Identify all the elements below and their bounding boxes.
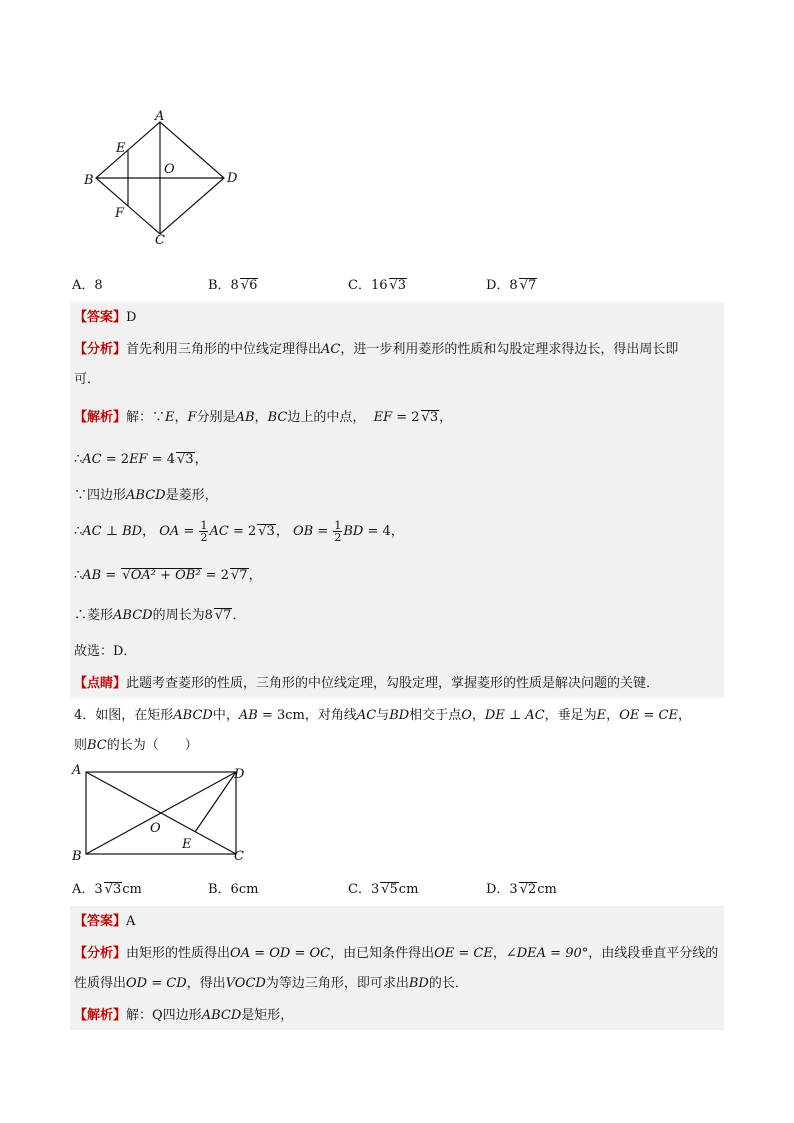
label-c: C — [234, 849, 244, 864]
sqrt-symbol: √7 — [230, 568, 248, 583]
sqrt-symbol: √3 — [389, 278, 407, 293]
q3-answer-line — [74, 308, 136, 328]
q3-comment-line: 【点睛】此题考查菱形的性质，三角形的中位线定理，勾股定理，掌握菱形的性质是解决问题的关键． — [74, 676, 660, 691]
q4-option-b[interactable]: B．6cm — [208, 882, 259, 897]
rectangle-figure — [68, 760, 258, 870]
q4-analysis-line1: 【分析】由矩形的性质得出OA = OD = OC，由已知条件得出OE = CE，∠DEA = 90°，由线段垂直平分线的 — [74, 946, 719, 961]
sqrt-symbol: √7 — [214, 608, 232, 623]
q4-solution-line1: 【解析】解：Q四边形ABCD是矩形， — [74, 1008, 294, 1023]
solution-tag: 【解析】 — [74, 410, 127, 425]
label-o: O — [150, 821, 161, 836]
label-o: O — [164, 162, 175, 177]
sqrt-symbol: √2 — [519, 882, 537, 897]
answer-tag: 【答案】 — [74, 914, 127, 929]
sqrt-symbol: √6 — [240, 278, 258, 293]
q3-options — [72, 274, 722, 294]
label-a: A — [155, 109, 165, 124]
sqrt-symbol: √7 — [519, 278, 537, 293]
analysis-tag: 【分析】 — [74, 946, 127, 961]
rhombus-figure — [82, 108, 252, 248]
q4-options — [72, 878, 722, 898]
q3-solution-line1: 【解析】解：∵E，F分别是AB，BC边上的中点， EF = 2 √3， — [74, 410, 453, 425]
q4-stem-line2: 则BC的长为（ ） — [74, 738, 198, 753]
q3-option-c[interactable]: C．16 √3 — [348, 278, 407, 293]
q3-analysis-line1: 【分析】首先利用三角形的中位线定理得出AC，进一步利用菱形的性质和勾股定理求得边长，得出周长即 — [74, 342, 679, 357]
label-b: B — [72, 849, 82, 864]
answer-value: D — [126, 310, 137, 325]
label-d: D — [227, 171, 238, 186]
label-c: C — [155, 233, 165, 248]
q4-stem-line1: 4．如图，在矩形ABCD中，AB = 3cm，对角线AC与BD相交于点O，DE ⊥ AC，垂足为E，OE = CE， — [74, 708, 691, 723]
label-e: E — [116, 141, 126, 156]
comment-tag: 【点睛】 — [74, 676, 127, 691]
sqrt-symbol: √3 — [421, 410, 439, 425]
q3-solution-line7: 故选：D． — [74, 644, 137, 659]
q3-analysis-line2: 可． — [74, 372, 101, 387]
q3-solution-line4: ∴AC ⊥ BD， OA = $\frac{1}{2}$ AC = 2 √3， OB = $\frac{1}{2}$ BD = 4， — [74, 519, 404, 544]
q4-answer-line — [74, 912, 135, 932]
q4-option-a[interactable]: A．3 √3cm — [72, 882, 142, 897]
fraction: $\frac{1}{2}$ — [334, 519, 342, 544]
segment-de — [195, 772, 236, 832]
q4-analysis-line2: 性质得出OD = CD，得出VOCD为等边三角形，即可求出BD的长． — [74, 976, 468, 991]
solution-tag: 【解析】 — [74, 1008, 127, 1023]
q3-solution-line3: ∵四边形ABCD是菱形， — [74, 488, 218, 503]
sqrt-symbol: √OA² + OB² — [122, 568, 201, 583]
q3-solution-line5: ∴AB = √OA² + OB² = 2 √7， — [74, 568, 262, 583]
q3-option-d[interactable]: D．8 √7 — [486, 278, 537, 293]
q3-option-b[interactable]: B．8 √6 — [208, 278, 258, 293]
fraction: $\frac{1}{2}$ — [200, 519, 208, 544]
answer-value: A — [126, 914, 136, 929]
q4-option-c[interactable]: C．3 √5cm — [348, 882, 419, 897]
q3-solution-line2: ∴AC = 2EF = 4 √3， — [74, 452, 208, 467]
sqrt-symbol: √5 — [381, 882, 398, 897]
answer-tag: 【答案】 — [74, 310, 127, 325]
q4-option-d[interactable]: D．3 √2cm — [486, 882, 557, 897]
label-a: A — [72, 763, 82, 778]
label-b: B — [84, 173, 94, 188]
q3-option-a[interactable]: A．8 — [72, 278, 103, 293]
label-d: D — [234, 767, 245, 782]
sqrt-symbol: √3 — [104, 882, 122, 897]
label-e: E — [182, 837, 192, 852]
sqrt-symbol: √3 — [258, 524, 275, 539]
label-f: F — [115, 206, 125, 221]
sqrt-symbol: √3 — [177, 452, 194, 467]
analysis-tag: 【分析】 — [74, 342, 127, 357]
q3-solution-line6: ∴菱形ABCD的周长为8 √7． — [74, 608, 246, 623]
